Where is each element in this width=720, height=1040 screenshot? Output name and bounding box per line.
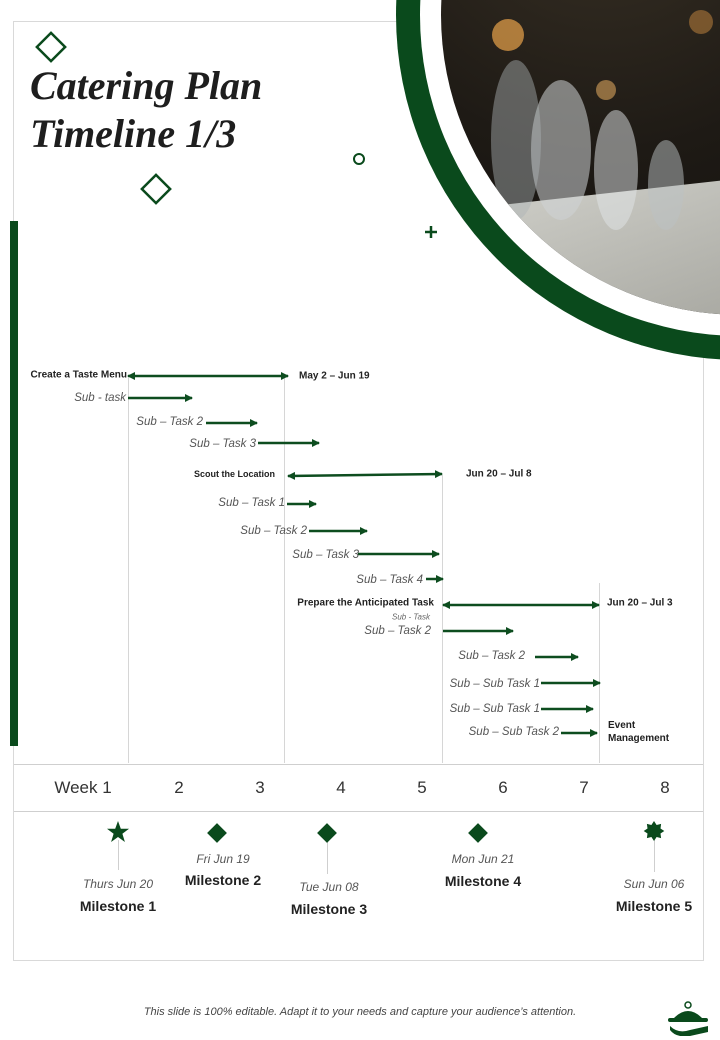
diamond-icon [466, 821, 490, 845]
week-label: 7 [579, 778, 589, 797]
milestone-name: Milestone 3 [290, 901, 368, 917]
task-label: Prepare the Anticipated Task [297, 597, 434, 609]
week-label: 5 [417, 778, 427, 797]
task-date-range: May 2 – Jun 19 [299, 370, 370, 382]
subtask-label: Sub – Task 2 [458, 650, 525, 662]
star-icon [106, 820, 130, 844]
subtask-label: Sub – Task 2 [240, 525, 307, 537]
week-label: 8 [660, 778, 670, 797]
milestone-date: Thurs Jun 20 [82, 877, 154, 891]
milestone-name: Milestone 4 [444, 873, 522, 889]
milestone-stem [327, 842, 328, 874]
task-note: Sub - Task [392, 612, 430, 622]
week-label: 3 [255, 778, 265, 797]
task-label: Scout the Location [194, 469, 275, 479]
milestone-date: Sun Jun 06 [623, 877, 685, 891]
week-label: 4 [336, 778, 346, 797]
subtask-label: Sub - task [74, 392, 126, 404]
title-line-1: Catering Plan [30, 63, 263, 108]
milestone-date: Tue Jun 08 [299, 880, 359, 894]
seal-icon [643, 820, 665, 842]
milestone-name: Milestone 2 [184, 872, 262, 888]
subtask-label: Sub – Task 2 [136, 416, 203, 428]
task-label: Create a Taste Menu [30, 369, 127, 381]
event-management-label: Event Management [608, 720, 670, 744]
catering-logo-icon [664, 1000, 716, 1036]
subtask-label: Sub – Task 3 [292, 549, 359, 561]
subtask-label: Sub – Sub Task 2 [468, 726, 559, 738]
week-axis [14, 764, 703, 812]
milestone-stem [118, 840, 119, 870]
task-arrow [288, 474, 442, 476]
milestone-date: Fri Jun 19 [196, 852, 250, 866]
diamond-icon [315, 821, 339, 845]
footer-note: This slide is 100% editable. Adapt it to your needs and capture your audience’s attention. [143, 1006, 577, 1018]
subtask-label: Sub – Task 4 [356, 574, 423, 586]
task-date-range: Jun 20 – Jul 3 [607, 597, 673, 609]
subtask-label: Sub – Task 1 [218, 497, 285, 509]
title-line-2: Timeline 1/3 [30, 111, 237, 156]
week-label: 2 [174, 778, 184, 797]
milestone-name: Milestone 5 [615, 898, 693, 914]
milestone-date: Mon Jun 21 [451, 852, 515, 866]
task-date-range: Jun 20 – Jul 8 [466, 468, 532, 480]
subtask-label: Sub – Sub Task 1 [449, 703, 540, 715]
milestone-name: Milestone 1 [79, 898, 157, 914]
diamond-icon [205, 821, 229, 845]
subtask-label: Sub – Task 2 [364, 625, 431, 637]
subtask-label: Sub – Sub Task 1 [449, 678, 540, 690]
week-label: 6 [498, 778, 508, 797]
milestone-stem [654, 840, 655, 872]
week-label: Week 1 [54, 778, 112, 797]
subtask-label: Sub – Task 3 [189, 438, 256, 450]
